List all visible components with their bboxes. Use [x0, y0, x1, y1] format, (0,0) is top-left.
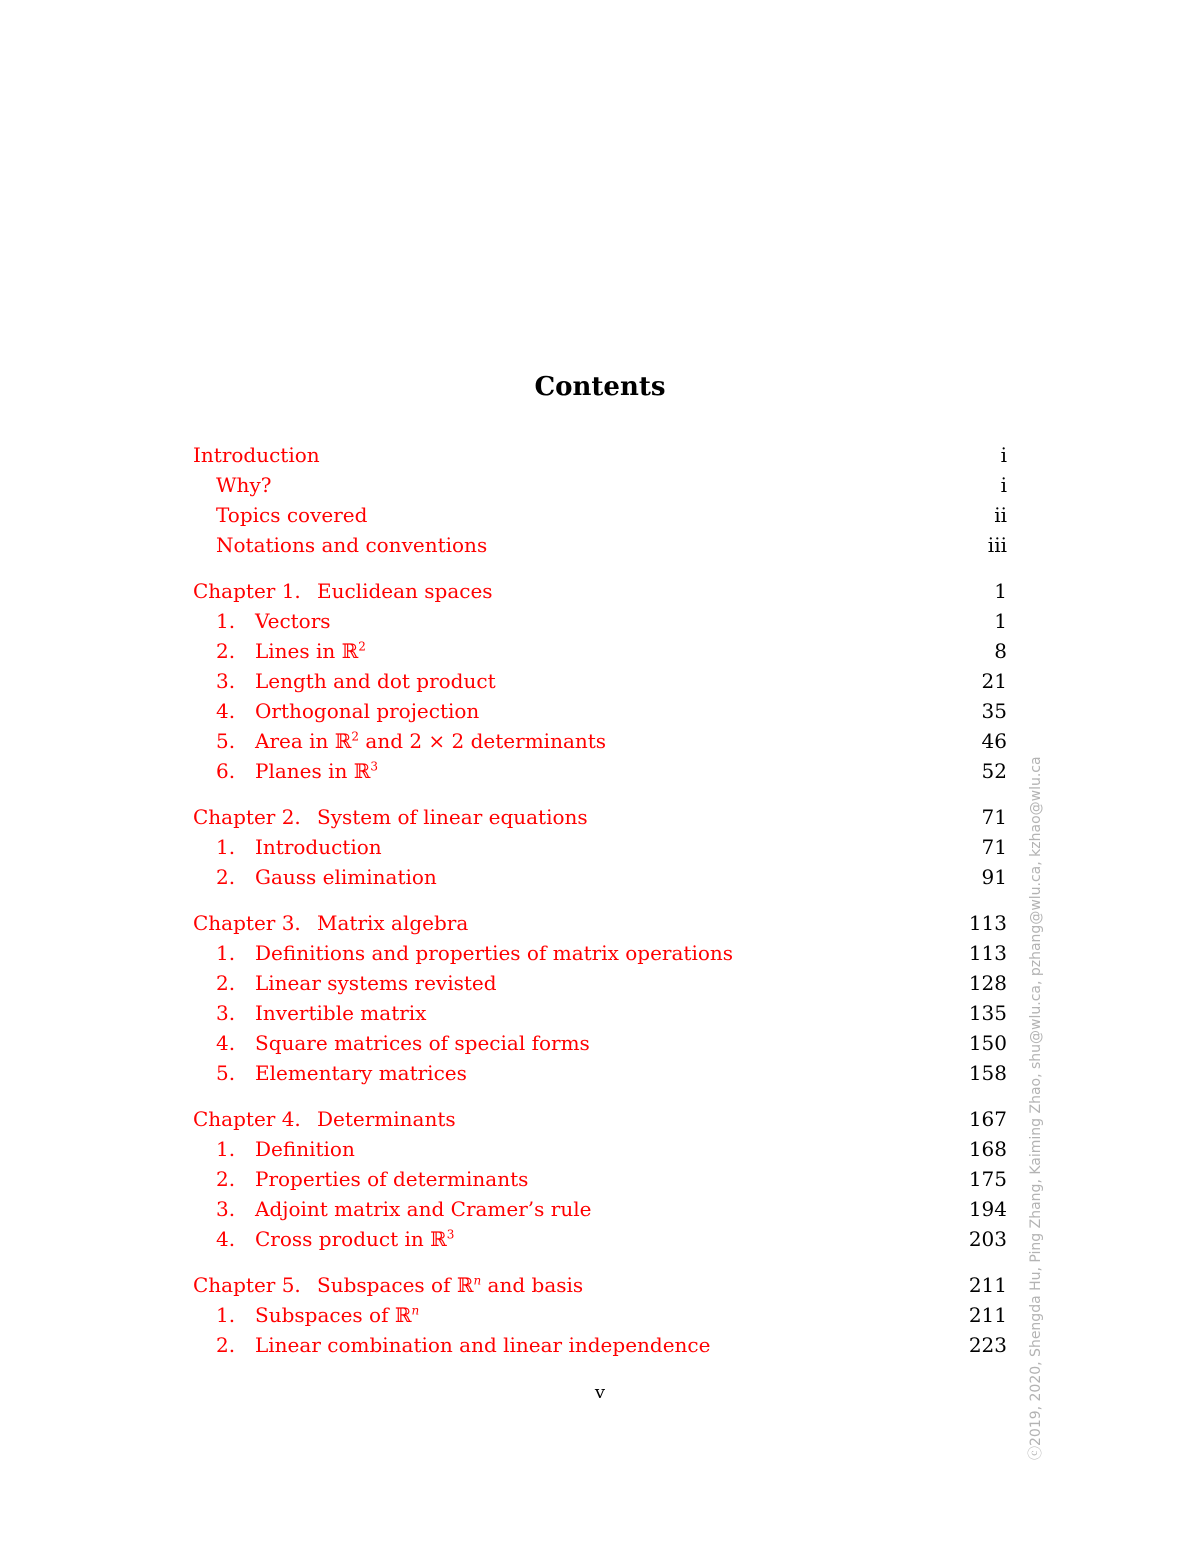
- section-number: 3.: [216, 1001, 236, 1025]
- toc-page-number: 1: [994, 579, 1007, 603]
- toc-section-entry[interactable]: [193, 726, 1007, 756]
- section-number: 2.: [216, 865, 236, 889]
- section-title: Gauss elimination: [255, 865, 437, 889]
- toc-link-section[interactable]: [193, 998, 426, 1028]
- toc-chapter-heading[interactable]: [193, 802, 1007, 832]
- toc-page-number: 35: [981, 699, 1007, 723]
- toc-page-number: 158: [968, 1061, 1007, 1085]
- toc-page-number: 46: [981, 729, 1007, 753]
- toc-section-entry[interactable]: [193, 1164, 1007, 1194]
- toc-entry-introduction[interactable]: [193, 440, 1007, 470]
- chapter-label: Chapter 3.: [193, 911, 301, 935]
- toc-section-entry[interactable]: [193, 1300, 1007, 1330]
- section-number: 2.: [216, 639, 236, 663]
- toc-page-number: 194: [968, 1197, 1007, 1221]
- toc-chapter-heading[interactable]: [193, 908, 1007, 938]
- section-number: 2.: [216, 971, 236, 995]
- section-title: Vectors: [255, 609, 331, 633]
- chapter-title: Matrix algebra: [317, 911, 469, 935]
- section-number: 1.: [216, 609, 236, 633]
- toc-section-entry[interactable]: [193, 832, 1007, 862]
- section-number: 3.: [216, 1197, 236, 1221]
- section-number: 1.: [216, 941, 236, 965]
- toc-chapter-4: [193, 1104, 1007, 1254]
- toc-link-section[interactable]: [193, 1164, 528, 1194]
- toc-link-chapter-1[interactable]: [193, 576, 493, 606]
- section-title: Properties of determinants: [255, 1167, 529, 1191]
- section-title: Definitions and properties of matrix operations: [255, 941, 734, 965]
- toc-section-entry[interactable]: [193, 606, 1007, 636]
- toc-section-entry[interactable]: [193, 1330, 1007, 1360]
- toc-page-number: 71: [981, 835, 1007, 859]
- toc-link-introduction[interactable]: Introduction: [193, 443, 320, 467]
- toc-link-section[interactable]: [193, 1028, 590, 1058]
- section-title: Linear combination and linear independence: [255, 1333, 711, 1357]
- toc-page-number: 167: [968, 1107, 1007, 1131]
- chapter-label: Chapter 5.: [193, 1273, 301, 1297]
- toc-page-number: 113: [968, 941, 1007, 965]
- toc-page-number: 52: [981, 759, 1007, 783]
- toc-link-chapter-3[interactable]: [193, 908, 468, 938]
- toc-link-section[interactable]: [193, 726, 606, 756]
- toc-page-number: iii: [987, 533, 1007, 557]
- toc-section-entry[interactable]: [193, 1134, 1007, 1164]
- toc-link-chapter-4[interactable]: [193, 1104, 456, 1134]
- section-title: Planes in ℝ: [255, 759, 371, 783]
- toc-page-number: 223: [968, 1333, 1007, 1357]
- chapter-title: Determinants: [317, 1107, 456, 1131]
- section-number: 4.: [216, 1031, 236, 1055]
- section-number: 5.: [216, 1061, 236, 1085]
- toc-link-section[interactable]: [193, 666, 496, 696]
- chapter-label: Chapter 4.: [193, 1107, 301, 1131]
- toc-page-number: i: [1000, 443, 1007, 467]
- toc-page-number: 8: [994, 639, 1007, 663]
- chapter-title: System of linear equations: [317, 805, 588, 829]
- toc-section-entry[interactable]: [193, 1194, 1007, 1224]
- toc-page-number: 71: [981, 805, 1007, 829]
- section-title: Adjoint matrix and Cramer’s rule: [255, 1197, 592, 1221]
- toc-chapter-heading[interactable]: [193, 1270, 1007, 1300]
- toc-page-number: 168: [968, 1137, 1007, 1161]
- toc-link-section[interactable]: [193, 696, 479, 726]
- toc-link-section[interactable]: [193, 938, 733, 968]
- section-title: Square matrices of special forms: [255, 1031, 590, 1055]
- toc-link-section[interactable]: [193, 1224, 454, 1254]
- section-title: Linear systems revisted: [255, 971, 497, 995]
- chapter-title: Euclidean spaces: [317, 579, 493, 603]
- toc-section-entry[interactable]: [193, 696, 1007, 726]
- section-number: 4.: [216, 1227, 236, 1251]
- toc-link-why[interactable]: Why?: [216, 473, 272, 497]
- section-title: Invertible matrix: [255, 1001, 427, 1025]
- toc-page-number: 91: [981, 865, 1007, 889]
- toc-link-section[interactable]: [193, 832, 382, 862]
- section-title: Definition: [255, 1137, 355, 1161]
- toc-page-number: 211: [968, 1273, 1007, 1297]
- toc-page-number: 21: [981, 669, 1007, 693]
- toc-link-notations[interactable]: Notations and conventions: [216, 533, 488, 557]
- toc-link-topics-covered[interactable]: Topics covered: [216, 503, 368, 527]
- section-number: 1.: [216, 835, 236, 859]
- superscript: 3: [446, 1227, 455, 1242]
- toc-section-entry[interactable]: [193, 1058, 1007, 1088]
- section-number: 2.: [216, 1333, 236, 1357]
- toc-page-number: 211: [968, 1303, 1007, 1327]
- superscript: 2: [351, 729, 360, 744]
- toc-section-entry[interactable]: [193, 666, 1007, 696]
- toc-page-number: 150: [968, 1031, 1007, 1055]
- section-number: 5.: [216, 729, 236, 753]
- section-title: Area in ℝ: [255, 729, 352, 753]
- section-number: 3.: [216, 669, 236, 693]
- section-title-cont: and 2 × 2 determinants: [359, 729, 607, 753]
- chapter-label: Chapter 2.: [193, 805, 301, 829]
- section-number: 1.: [216, 1303, 236, 1327]
- toc-chapter-2: [193, 802, 1007, 892]
- toc-link-section[interactable]: [193, 1134, 355, 1164]
- toc-link-section[interactable]: [193, 1058, 467, 1088]
- toc-entry-why[interactable]: [193, 470, 1007, 500]
- toc-link-section[interactable]: [193, 636, 366, 666]
- toc-page-number: 135: [968, 1001, 1007, 1025]
- toc-link-section[interactable]: [193, 756, 378, 786]
- toc-page-number: ii: [994, 503, 1007, 527]
- toc-page-number: 203: [968, 1227, 1007, 1251]
- section-title: Lines in ℝ: [255, 639, 359, 663]
- section-number: 1.: [216, 1137, 236, 1161]
- toc-chapter-3: [193, 908, 1007, 1088]
- toc-chapter-heading[interactable]: [193, 1104, 1007, 1134]
- toc-page-number: 175: [968, 1167, 1007, 1191]
- section-title: Introduction: [255, 835, 382, 859]
- toc-page-number: 128: [968, 971, 1007, 995]
- toc-chapter-heading[interactable]: [193, 576, 1007, 606]
- section-number: 2.: [216, 1167, 236, 1191]
- section-number: 6.: [216, 759, 236, 783]
- toc-link-section[interactable]: [193, 1330, 710, 1360]
- toc-entry-topics-covered[interactable]: [193, 500, 1007, 530]
- toc-section-entry[interactable]: [193, 968, 1007, 998]
- table-of-contents: [193, 440, 1007, 1376]
- toc-chapter-1: [193, 576, 1007, 786]
- toc-link-chapter-5[interactable]: [193, 1270, 583, 1300]
- page-number-footer: v: [594, 1382, 606, 1403]
- page-title: Contents: [534, 372, 666, 402]
- toc-section-entry[interactable]: [193, 636, 1007, 666]
- toc-section-entry[interactable]: [193, 998, 1007, 1028]
- section-title: Elementary matrices: [255, 1061, 467, 1085]
- toc-link-chapter-2[interactable]: [193, 802, 588, 832]
- superscript: n: [473, 1273, 482, 1288]
- toc-page-number: i: [1000, 473, 1007, 497]
- chapter-label: Chapter 1.: [193, 579, 301, 603]
- toc-link-section[interactable]: [193, 606, 331, 636]
- toc-section-entry[interactable]: [193, 1028, 1007, 1058]
- superscript: 2: [358, 639, 366, 654]
- toc-link-section[interactable]: [193, 1194, 591, 1224]
- toc-link-section[interactable]: [193, 968, 497, 998]
- toc-section-entry[interactable]: [193, 756, 1007, 786]
- chapter-title-cont: and basis: [481, 1273, 584, 1297]
- toc-section-entry[interactable]: [193, 1224, 1007, 1254]
- section-title: Length and dot product: [255, 669, 496, 693]
- toc-chapter-5: [193, 1270, 1007, 1360]
- section-title: Cross product in ℝ: [255, 1227, 447, 1251]
- section-number: 4.: [216, 699, 236, 723]
- toc-entry-notations[interactable]: [193, 530, 1007, 560]
- superscript: 3: [370, 759, 379, 774]
- toc-page-number: 113: [968, 911, 1007, 935]
- section-title: Subspaces of ℝ: [255, 1303, 412, 1327]
- copyright-watermark: ⓒ2019, 2020, Shengda Hu, Ping Zhang, Kaiming Zhao, shu@wlu.ca, pzhang@wlu.ca, kzhao@wlu.ca: [1028, 756, 1044, 1460]
- toc-section-entry[interactable]: [193, 862, 1007, 892]
- toc-page-number: 1: [994, 609, 1007, 633]
- toc-link-section[interactable]: [193, 1300, 419, 1330]
- toc-section-entry[interactable]: [193, 938, 1007, 968]
- superscript: n: [411, 1303, 420, 1318]
- toc-introduction: [193, 440, 1007, 560]
- chapter-title: Subspaces of ℝ: [317, 1273, 474, 1297]
- section-title: Orthogonal projection: [255, 699, 480, 723]
- toc-link-section[interactable]: [193, 862, 437, 892]
